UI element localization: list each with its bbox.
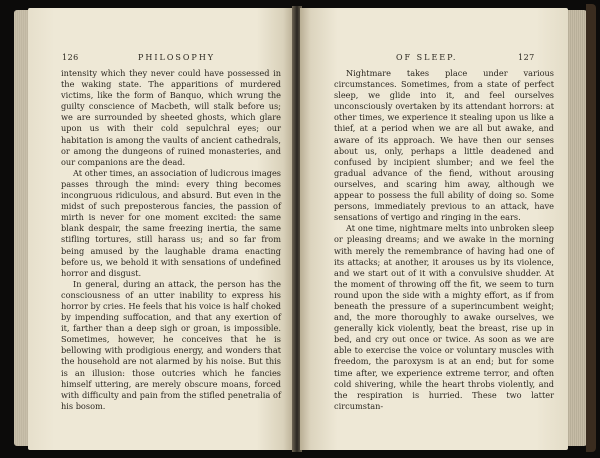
paragraph: Nightmare takes place under various circumstances. Sometimes, from a state of perfect sleep, we glide into it, and feel ourselves unconsciously overtaken by its attendant horrors: at other times, we experience it stealing upon us like a thief, at a period when we are all but awake, and aware of its approach. We have then our senses about us, only, perhaps a little deadened and confused by incipient slumber; and we feel the gradual advance of the fiend, without arousing ourselves, and scaring him away, although we appear to possess the full ability of doing so. Some persons, immediately previous to an attack, have sensations of vertigo and ringing in the ears. xyxy=(334,68,554,223)
paragraph: intensity which they never could have possessed in the waking state. The apparitions of murdered victims, like the form of Banquo, which wrung the guilty conscience of Macbeth, will stalk before us; we are surrounded by sheeted ghosts, which glare upon us with their cold sepulchral eyes; our habitation is among the vaults of ancient cathedrals, or among the dungeons of ruined monasteries, and our companions are the dead. xyxy=(61,68,281,167)
page-number: 126 xyxy=(62,53,79,62)
book-cover-edge xyxy=(586,4,596,452)
paragraph: At other times, an association of ludicrous images passes through the mind: every thing becomes incongruous ridiculous, and absurd. But even in the midst of such preposterous fancies, the passion of mirth is never for one moment excited: the same blank despair, the same freezing inertia, the same stifling tortures, still harass us; and so far from being amused by the laughable drama enacting before us, we behold it with sensations of undefined horror and disgust. xyxy=(61,167,281,278)
running-head: OF SLEEP. xyxy=(396,53,458,62)
running-head: PHILOSOPHY xyxy=(138,53,216,62)
left-page xyxy=(28,8,294,450)
paragraph: In general, during an attack, the person has the consciousness of an utter inability to express his horror by cries. He feels that his voice is half choked by impending suffocation, and that any exertion of it, farther than a deep sigh or groan, is impossible. Sometimes, however, he conceives that he is bellowing with prodigious energy, and wonders that the household are not alarmed by his noise. But this is an illusion: those outcries which he fancies himself uttering, are merely obscure moans, forced with difficulty and pain from the stifled penetralia of his bosom. xyxy=(61,278,281,411)
page-body xyxy=(334,68,554,412)
paragraph: At one time, nightmare melts into unbroken sleep or pleasing dreams; and we awake in the morning with merely the remembrance of having had one of its attacks; at another, it arouses us by its violence, and we start out of it with a convulsive shudder. At the moment of throwing off the fit, we seem to turn round upon the side with a mighty effort, as if from beneath the pressure of a superincumbent weight; and, the more thoroughly to awake ourselves, we generally kick violently, beat the breast, rise up in bed, and cry out once or twice. As soon as we are able to exercise the voice or voluntary muscles with freedom, the paroxysm is at an end; but for some time after, we experience extreme terror, and often cold shivering, while the heart throbs violently, and the respiration is hurried. These two latter circumstan- xyxy=(334,223,554,411)
page-number: 127 xyxy=(518,53,535,62)
right-page xyxy=(300,8,568,450)
page-edges-left xyxy=(14,10,29,446)
page-edges-right xyxy=(567,10,587,446)
page-body xyxy=(61,68,281,412)
